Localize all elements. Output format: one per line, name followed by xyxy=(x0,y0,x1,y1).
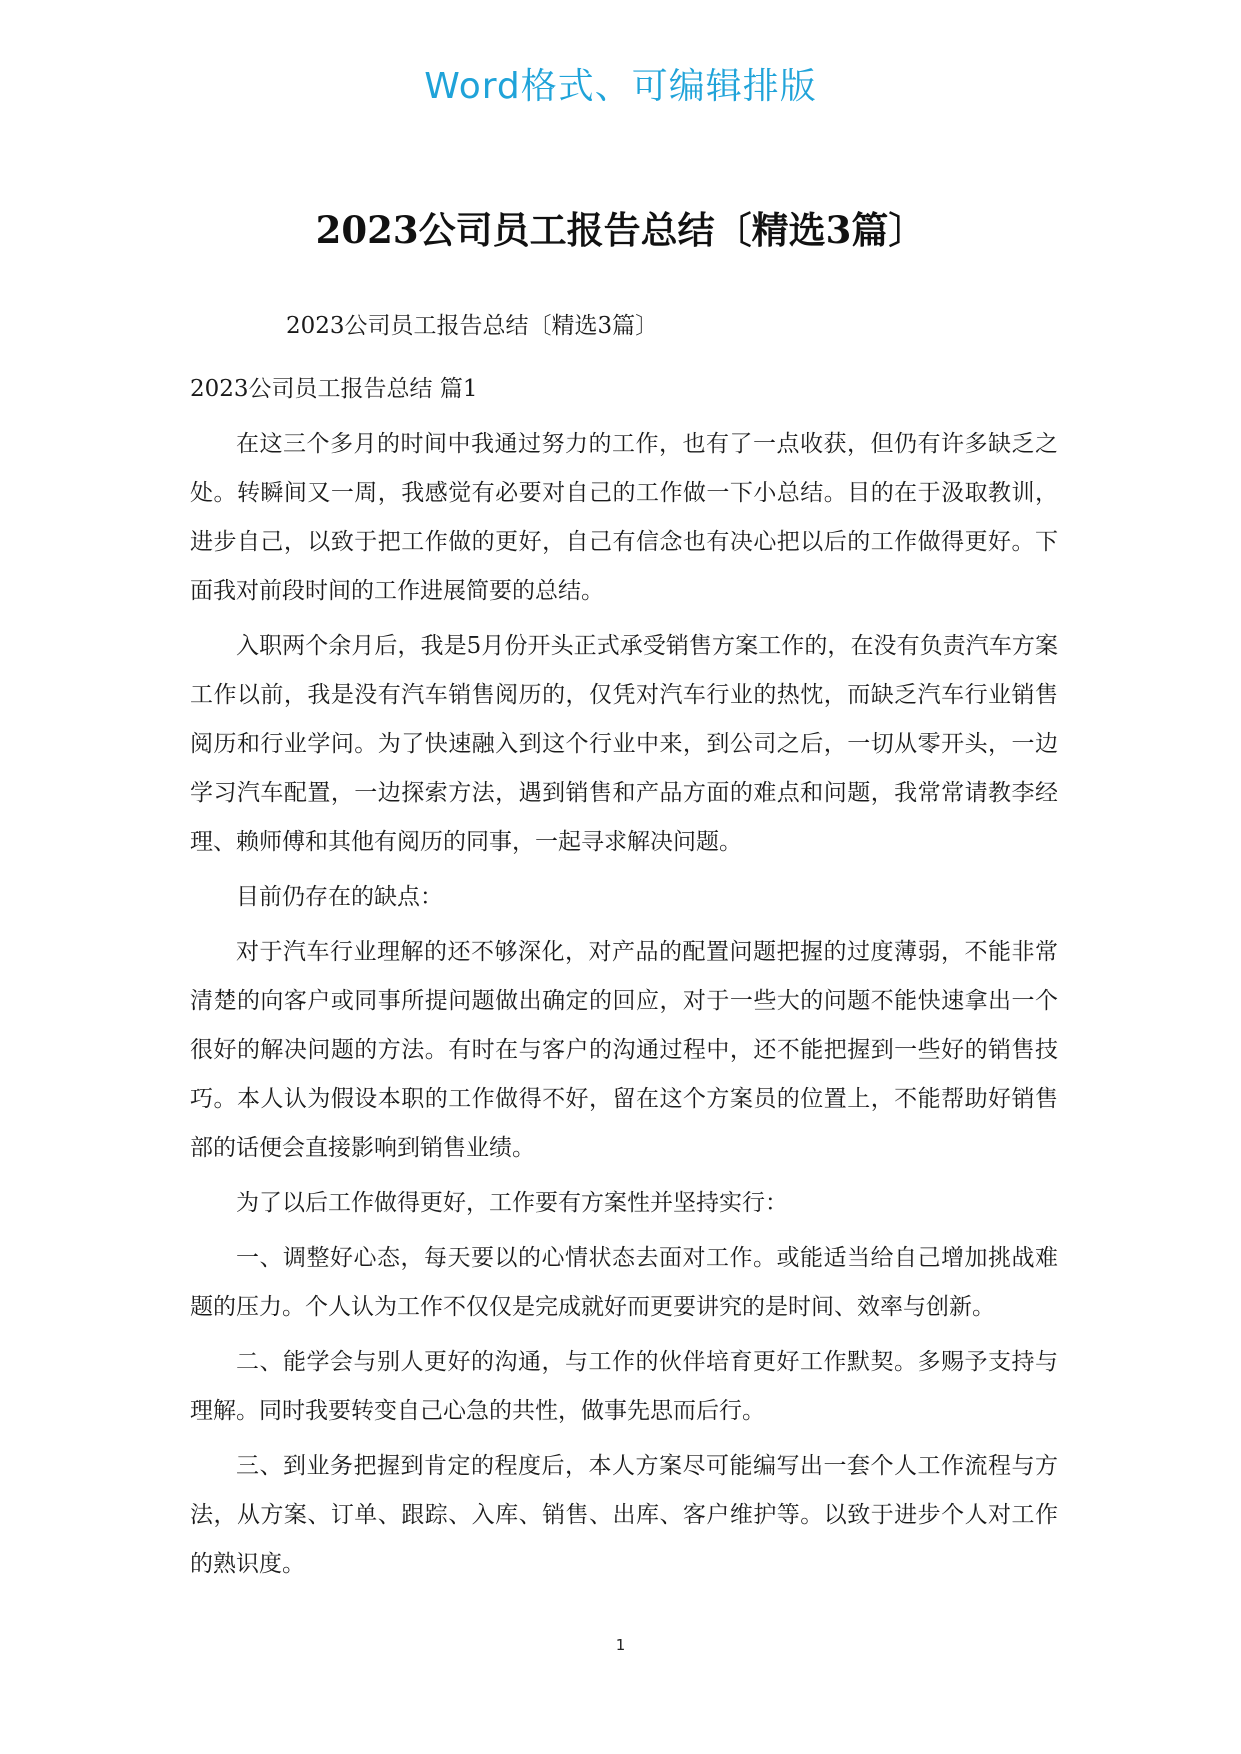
page-number: 1 xyxy=(615,1636,626,1654)
paragraph-5: 为了以后工作做得更好，工作要有方案性并坚持实行： xyxy=(236,1190,788,1216)
paragraph-4: 对于汽车行业理解的还不够深化，对产品的配置问题把握的过度薄弱，不能非常清楚的向客户或同事所提问题做出确定的回应，对于一些大的问题不能快速拿出一个很好的解决问题的方法。有时在与客户的沟通过程中，还不能把握到一些好的销售技巧。本人认为假设本职的工作做得不好，留在这个方案员的位置上，不能帮助好销售部的话便会直接影响到销售业绩。 xyxy=(190,939,1058,1161)
document-title: 2023公司员工报告总结〔精选3篇〕 xyxy=(315,208,926,252)
paragraph-7: 二、能学会与别人更好的沟通，与工作的伙伴培育更好工作默契。多赐予支持与理解。同时我要转变自己心急的共性，做事先思而后行。 xyxy=(190,1349,1058,1424)
paragraph-6: 一、调整好心态，每天要以的心情状态去面对工作。或能适当给自己增加挑战难题的压力。个人认为工作不仅仅是完成就好而更要讲究的是时间、效率与创新。 xyxy=(190,1245,1058,1320)
paragraph-1: 在这三个多月的时间中我通过努力的工作，也有了一点收获，但仍有许多缺乏之处。转瞬间又一周，我感觉有必要对自己的工作做一下小总结。目的在于汲取教训，进步自己，以致于把工作做的更好，自己有信念也有决心把以后的工作做得更好。下面我对前段时间的工作进展简要的总结。 xyxy=(190,431,1058,604)
paragraph-3: 目前仍存在的缺点： xyxy=(236,884,443,910)
document-body xyxy=(190,302,1058,1595)
header-banner: Word格式、可编辑排版 xyxy=(424,66,817,107)
paragraph-2: 入职两个余月后，我是5月份开头正式承受销售方案工作的，在没有负责汽车方案工作以前，我是没有汽车销售阅历的，仅凭对汽车行业的热忱，而缺乏汽车行业销售阅历和行业学问。为了快速融入到这个行业中来，到公司之后，一切从零开头，一边学习汽车配置，一边探索方法，遇到销售和产品方面的难点和问题，我常常请教李经理、赖师傅和其他有阅历的同事，一起寻求解决问题。 xyxy=(190,633,1058,855)
section-heading: 2023公司员工报告总结 篇1 xyxy=(190,376,478,402)
document-subtitle: 2023公司员工报告总结〔精选3篇〕 xyxy=(286,313,659,339)
paragraph-8: 三、到业务把握到肯定的程度后，本人方案尽可能编写出一套个人工作流程与方法，从方案、订单、跟踪、入库、销售、出库、客户维护等。以致于进步个人对工作的熟识度。 xyxy=(190,1453,1058,1577)
